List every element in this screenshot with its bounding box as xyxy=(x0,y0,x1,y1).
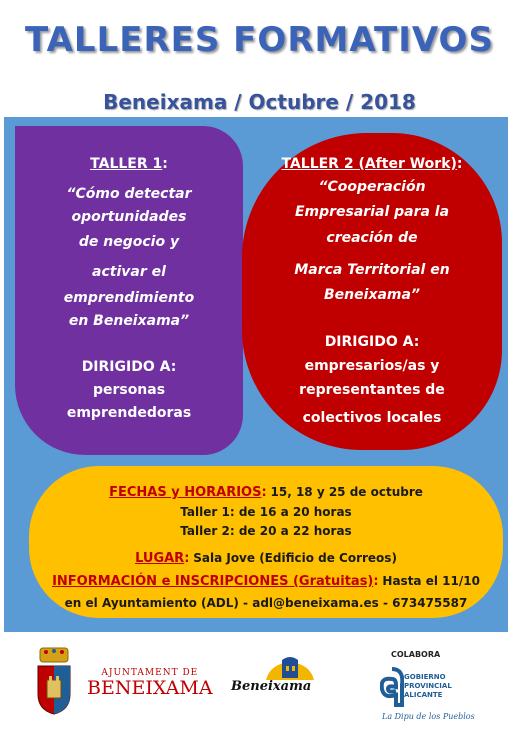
taller2-quote-line: creación de xyxy=(326,230,418,246)
diputacion-a-icon xyxy=(380,667,404,707)
diputacion-line: ALICANTE xyxy=(404,691,443,699)
taller2-audience-line: colectivos locales xyxy=(302,410,442,426)
taller1-dirigido-label: DIRIGIDO A: xyxy=(81,359,177,375)
taller1-schedule: Taller 1: de 16 a 20 horas xyxy=(180,505,352,519)
taller2-quote-line: Beneixama” xyxy=(324,287,420,303)
inscripciones-line: INFORMACIÓN e INSCRIPCIONES (Gratuitas): Hasta el 11/10 xyxy=(52,574,480,589)
taller1-quote-line: emprendimiento xyxy=(63,290,195,306)
taller1-quote-line: de negocio y xyxy=(78,234,180,250)
taller1-quote-line: “Cómo detectar xyxy=(66,186,192,202)
lugar-line: LUGAR: Sala Jove (Edificio de Correos) xyxy=(135,551,397,566)
taller2-quote-line: “Cooperación xyxy=(318,179,426,195)
contact-line: en el Ayuntamiento (ADL) - adl@beneixama.es - 673475587 xyxy=(64,596,468,610)
taller2-schedule: Taller 2: de 20 a 22 horas xyxy=(180,524,352,538)
ayuntamiento-big-text: BENEIXAMA xyxy=(87,677,213,699)
diputacion-text xyxy=(404,673,452,700)
taller1-quote-line: activar el xyxy=(92,264,166,280)
taller2-quote-line: Empresarial para la xyxy=(294,204,450,220)
taller2-audience-line: empresarios/as y xyxy=(304,358,440,374)
diputacion-tagline: La Dipu de los Pueblos xyxy=(382,712,475,721)
taller1-quote-line: en Beneixama” xyxy=(68,313,190,329)
taller2-quote-line: Marca Territorial en xyxy=(294,262,450,278)
colabora-label: COLABORA xyxy=(391,650,441,659)
taller1-heading: TALLER 1: xyxy=(90,156,168,172)
taller1-audience-line: emprendedoras xyxy=(66,405,192,421)
coat-of-arms-icon xyxy=(34,644,74,716)
ayuntamiento-logo xyxy=(87,668,213,698)
taller1-audience-line: personas xyxy=(92,382,166,398)
taller1-quote-line: oportunidades xyxy=(71,209,187,225)
ayuntamiento-small-text: AJUNTAMENT DE xyxy=(101,668,199,678)
page-subtitle: Beneixama / Octubre / 2018 xyxy=(103,90,416,114)
taller2-audience-line: representantes de xyxy=(299,382,445,398)
page-title: TALLERES FORMATIVOS xyxy=(25,20,494,60)
fechas-line: FECHAS y HORARIOS: 15, 18 y 25 de octubre xyxy=(109,485,423,500)
diputacion-line: GOBIERNO xyxy=(404,673,446,681)
diputacion-line: PROVINCIAL xyxy=(404,682,452,690)
taller2-heading: TALLER 2 (After Work): xyxy=(281,156,463,172)
taller2-dirigido-label: DIRIGIDO A: xyxy=(324,334,420,350)
beneixama-logo-text: Beneixama xyxy=(231,679,312,694)
